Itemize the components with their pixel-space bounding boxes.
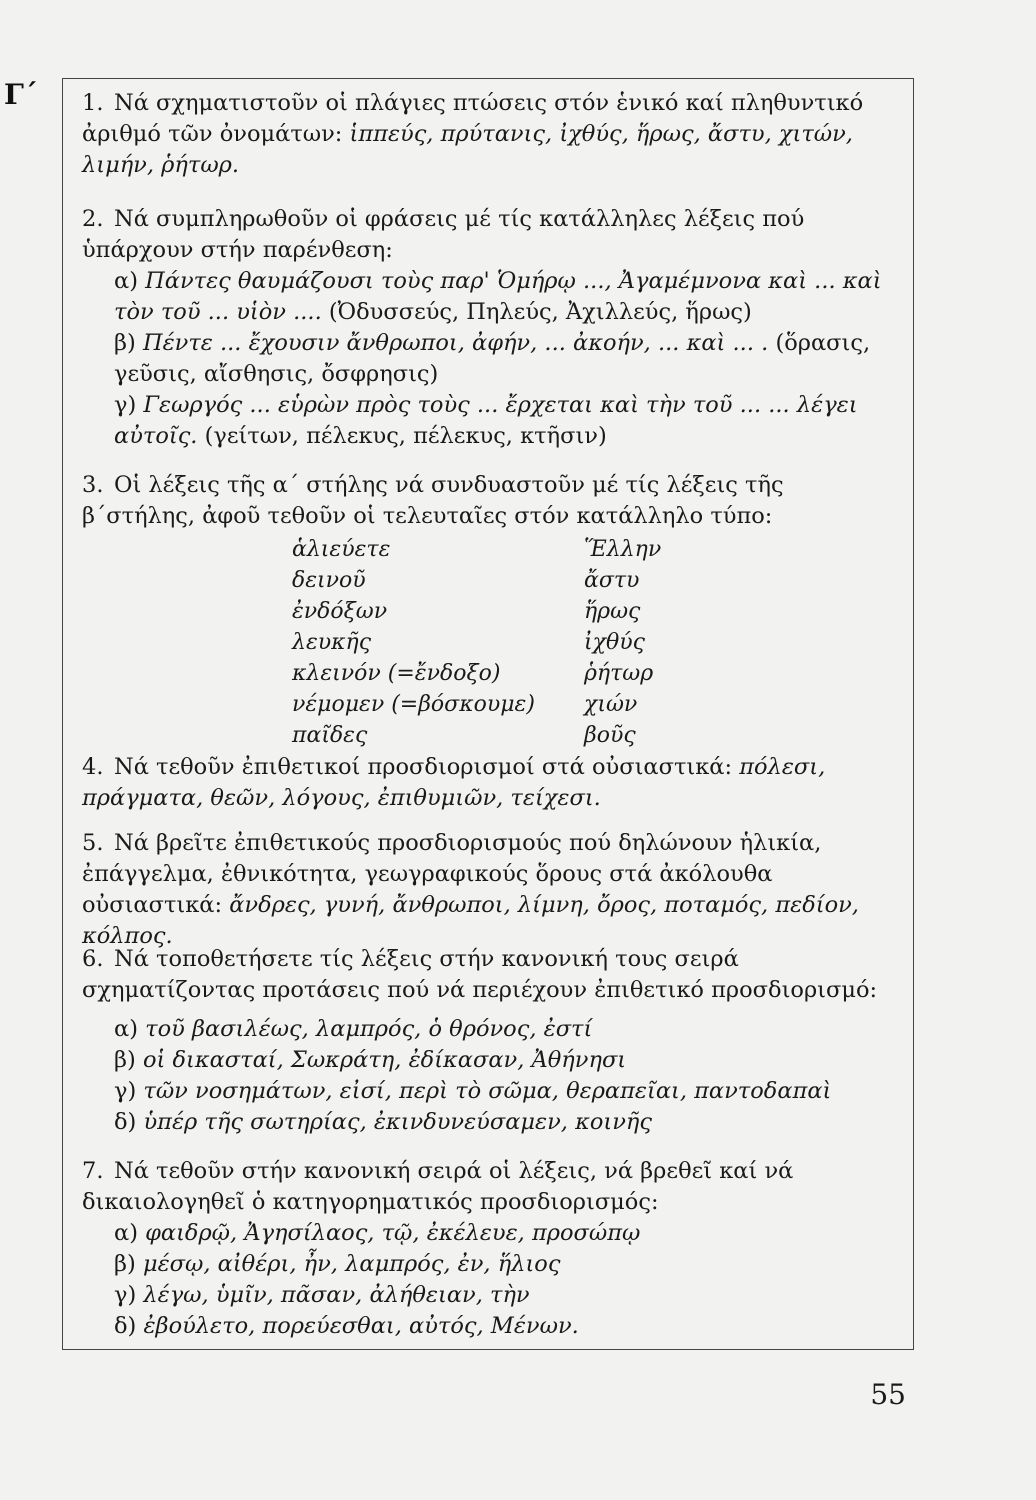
exercise-instruction: Νά τεθοῦν στήν κανονική σειρά οἱ λέξεις, νά βρεθεῖ καί νά δικαιολογηθεῖ ὁ κατηγορηματικός προσδιορισμός: bbox=[82, 1158, 794, 1215]
item-b bbox=[82, 328, 897, 390]
list-item bbox=[82, 1218, 897, 1249]
list-item bbox=[82, 1249, 897, 1280]
exercise-words: ἱππεύς, πρύτανις, ἰχθύς, ἥρως, ἄστυ, χιτών, λιμήν, ῥήτωρ. bbox=[82, 121, 853, 178]
item-a bbox=[82, 266, 897, 328]
col-a-word: κλεινόν (=ἔνδοξο) bbox=[292, 661, 501, 686]
section-label: Γ΄ bbox=[4, 78, 38, 111]
item-text: τῶν νοσημάτων, εἰσί, περὶ τὸ σῶμα, θεραπεῖαι, παντοδαπαὶ bbox=[143, 1078, 832, 1104]
item-text: φαιδρῷ, Ἀγησίλαος, τῷ, ἐκέλευε, προσώπῳ bbox=[145, 1220, 641, 1246]
exercise-number: 1. bbox=[82, 90, 104, 116]
item-label: δ) bbox=[114, 1313, 137, 1339]
item-label: β) bbox=[114, 1251, 136, 1277]
exercise-6 bbox=[82, 944, 897, 1138]
col-a-word: δεινοῦ bbox=[292, 568, 366, 593]
item-label: α) bbox=[114, 268, 138, 294]
list-item bbox=[82, 1045, 897, 1076]
exercise-7 bbox=[82, 1156, 897, 1342]
item-paren: (ὅρασις, γεῦσις, αἴσθησις, ὄσφρησις) bbox=[114, 330, 871, 387]
item-text: Πάντες θαυμάζουσι τοὺς παρ' Ὁμήρῳ ..., Ἀγαμέμνονα καὶ ... καὶ τὸν τοῦ ... υἱὸν .... bbox=[114, 268, 882, 325]
exercise-number: 2. bbox=[82, 206, 104, 232]
exercise-number: 3. bbox=[82, 472, 104, 498]
item-text: ἐβούλετο, πορεύεσθαι, αὐτός, Μένων. bbox=[143, 1313, 579, 1339]
item-text: οἱ δικασταί, Σωκράτη, ἐδίκασαν, Ἀθήνησι bbox=[142, 1047, 627, 1073]
exercise-instruction: Νά συμπληρωθοῦν οἱ φράσεις μέ τίς κατάλληλες λέξεις πού ὑπάρχουν στήν παρένθεση: bbox=[82, 206, 805, 263]
col-b-word: ἥρως bbox=[584, 599, 641, 624]
col-a-word: νέμομεν (=βόσκουμε) bbox=[292, 692, 535, 717]
exercise-number: 6. bbox=[82, 946, 104, 972]
item-paren: (Ὀδυσσεύς, Πηλεύς, Ἀχιλλεύς, ἥρως) bbox=[328, 299, 752, 325]
exercise-instruction: Οἱ λέξεις τῆς α΄ στήλης νά συνδυαστοῦν μέ τίς λέξεις τῆς β΄στήλης, ἀφοῦ τεθοῦν οἱ τελευταῖες στόν κατάλληλο τύπο: bbox=[82, 472, 784, 529]
exercise-4 bbox=[82, 752, 897, 814]
col-b-word: ἰχθύς bbox=[584, 630, 645, 655]
col-b-word: βοῦς bbox=[584, 723, 636, 748]
exercise-words: ἄνδρες, γυνή, ἄνθρωποι, λίμνη, ὄρος, ποταμός, πεδίον, κόλπος. bbox=[82, 892, 859, 949]
item-label: γ) bbox=[114, 1078, 137, 1104]
item-text: τοῦ βασιλέως, λαμπρός, ὁ θρόνος, ἐστί bbox=[145, 1016, 593, 1042]
col-a-word: παῖδες bbox=[292, 723, 368, 748]
col-b-word: Ἕλλην bbox=[584, 537, 662, 562]
exercise-5 bbox=[82, 828, 897, 952]
exercise-number: 4. bbox=[82, 754, 104, 780]
item-label: γ) bbox=[114, 392, 137, 418]
item-label: β) bbox=[114, 1047, 136, 1073]
list-item bbox=[82, 1014, 897, 1045]
list-item bbox=[82, 1107, 897, 1138]
col-a-word: ἐνδόξων bbox=[292, 599, 388, 624]
page-number: 55 bbox=[870, 1378, 906, 1411]
list-item bbox=[82, 1311, 897, 1342]
item-label: α) bbox=[114, 1016, 138, 1042]
col-b-word: ἄστυ bbox=[584, 568, 640, 593]
item-label: α) bbox=[114, 1220, 138, 1246]
exercise-1 bbox=[82, 88, 897, 181]
item-paren: (γείτων, πέλεκυς, πέλεκυς, κτῆσιν) bbox=[204, 423, 607, 449]
col-a-word: ἁλιεύετε bbox=[292, 537, 391, 562]
col-b-word: ῥήτωρ bbox=[584, 661, 654, 686]
list-item bbox=[82, 1076, 897, 1107]
matching-columns bbox=[0, 534, 1036, 748]
item-text: Γεωργός ... εὑρὼν πρὸς τοὺς ... ἔρχεται καὶ τὴν τοῦ ... ... λέγει αὐτοῖς. bbox=[114, 392, 858, 449]
item-text: μέσῳ, αἰθέρι, ἦν, λαμπρός, ἐν, ἥλιος bbox=[142, 1251, 561, 1277]
exercise-instruction: Νά βρεῖτε ἐπιθετικούς προσδιορισμούς πού δηλώνουν ἡλικία, ἐπάγγελμα, ἐθνικότητα, γεωγραφικούς ὅρους στά ἀκόλουθα οὐσιαστικά: bbox=[82, 830, 822, 918]
item-text: λέγω, ὑμῖν, πᾶσαν, ἀλήθειαν, τὴν bbox=[143, 1282, 530, 1308]
col-a-word: λευκῆς bbox=[292, 630, 372, 655]
col-b-word: χιών bbox=[584, 692, 638, 717]
item-label: β) bbox=[114, 330, 136, 356]
item-text: ὑπέρ τῆς σωτηρίας, ἐκινδυνεύσαμεν, κοινῆς bbox=[143, 1109, 652, 1135]
column-a bbox=[292, 534, 535, 751]
item-label: δ) bbox=[114, 1109, 137, 1135]
item-text: Πέντε ... ἔχουσιν ἄνθρωποι, ἀφήν, ... ἀκοήν, ... καὶ ... . bbox=[142, 330, 769, 356]
item-c bbox=[82, 390, 897, 452]
list-item bbox=[82, 1280, 897, 1311]
exercise-instruction: Νά σχηματιστοῦν οἱ πλάγιες πτώσεις στόν ἑνικό καί πληθυντικό ἀριθμό τῶν ὀνομάτων: bbox=[82, 90, 864, 147]
exercise-words: πόλεσι, πράγματα, θεῶν, λόγους, ἐπιθυμιῶν, τείχεσι. bbox=[82, 754, 826, 811]
exercise-number: 7. bbox=[82, 1158, 104, 1184]
exercise-3 bbox=[82, 470, 897, 532]
exercise-number: 5. bbox=[82, 830, 104, 856]
column-b bbox=[584, 534, 661, 751]
exercise-2 bbox=[82, 204, 897, 452]
exercise-instruction: Νά τοποθετήσετε τίς λέξεις στήν κανονική τους σειρά σχηματίζοντας προτάσεις πού νά περιέχουν ἐπιθετικό προσδιορισμό: bbox=[82, 946, 878, 1003]
exercise-instruction: Νά τεθοῦν ἐπιθετικοί προσδιορισμοί στά οὐσιαστικά: bbox=[114, 754, 733, 780]
item-label: γ) bbox=[114, 1282, 137, 1308]
